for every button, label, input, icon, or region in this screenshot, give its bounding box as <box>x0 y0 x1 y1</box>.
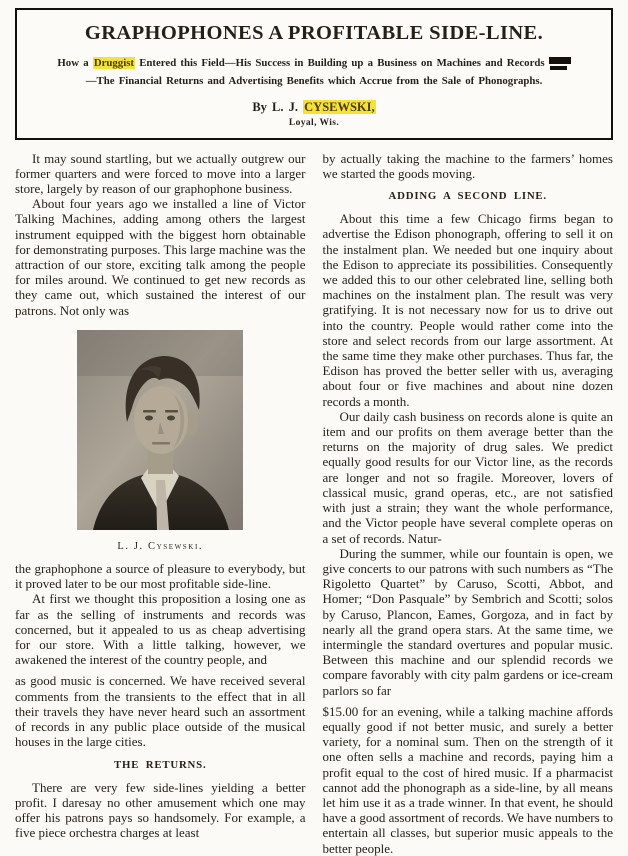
article-header <box>15 8 613 140</box>
paragraph: $15.00 for an evening, while a talking machine affords equally good if not better music, and surely a better variety, for a nominal sum. Then on the strength of it one often sells a machine and records, paying him a profit equal to the cost of hired music. If a pharmacist cannot add the phonograph as a side-line, by all means let him use it as a trade winner. In that event, he should have a good assortment of records. We have numbers to entertain all classes, but superior music appeals to the better people. <box>322 703 613 856</box>
deck-text: How a <box>57 57 93 69</box>
paragraph: At first we thought this proposition a losing one as far as the selling of instruments and records was concerned, but it appealed to us as cheap advertising for our store. With a little talking, however, we awakened the interest of the country people, and <box>15 591 306 668</box>
paragraph: Our daily cash business on records alone is quite an item and our profits on them average better than the returns on the majority of drug sales. We predict equally good results for our Victor line, as the records are longer and not so fragile. Moreover, lovers of classical music, grand operas, etc., are not satisfied with just a strain; they want the whole performance, and the Victor people have several complete operas on a set of records. Natur- <box>322 408 613 546</box>
deck-text: Entered this Field—His Success in Building up a Business on Machines and Records <box>135 57 545 69</box>
section-heading-second-line: ADDING A SECOND LINE. <box>388 190 547 203</box>
article-body <box>15 151 613 856</box>
byline-text: By L. J. <box>252 99 304 114</box>
byline-location: Loyal, Wis. <box>288 117 340 128</box>
paragraph: the graphophone a source of pleasure to everybody, but it proved later to be our most profitable side-line. <box>15 561 306 592</box>
left-column <box>15 151 306 856</box>
deck-line-2: —The Financial Returns and Advertising Benefits which Accrue from the Sale of Phonographs. <box>85 74 543 87</box>
right-column <box>323 151 614 856</box>
section-heading-returns: THE RETURNS. <box>114 758 207 771</box>
article-title: GRAPHOPHONES A PROFITABLE SIDE-LINE. <box>84 22 544 44</box>
search-highlight-druggist: Druggist <box>93 57 135 69</box>
paragraph: It may sound startling, but we actually outgrew our former quarters and were forced to move into a larger store, largely by reason of our graphophone business. <box>15 150 306 197</box>
paragraph: About four years ago we installed a line of Victor Talking Machines, adding among others the largest instrument equipped with the biggest horn obtainable for demonstrating purposes. This large machine was the attraction of our store, exciting talk among the people for miles around. We continued to get new records as they came out, which sustained the interest of our patrons. Not only was <box>15 196 306 318</box>
paragraph: About this time a few Chicago firms began to advertise the Edison phonograph, offering to sell it on the instalment plan. We needed but one inquiry about the Edison to appreciate its possibilities. Consequently we added this to our other celebrated line, selling both machines on the instalment plan. The result was very gratifying. It is not necessary now for us to drive out into the country. People would rather come into the store and select records from our large assortment. At the same time they make other purchases. Thus far, the Edison has proved the better seller with us, averaging about four or five machines and about nine dozen records a month. <box>322 211 613 409</box>
deck-line-1 <box>57 57 570 69</box>
paragraph: by actually taking the machine to the farmers’ homes we started the goods moving. <box>322 150 613 181</box>
byline <box>27 100 601 115</box>
article-deck <box>27 55 601 91</box>
double-bar-icon <box>549 57 571 70</box>
portrait-photo <box>77 330 243 530</box>
photo-caption: L. J. Cysewski. <box>117 540 204 552</box>
paragraph: as good music is concerned. We have received several comments from the transients to the effect that in all their travels they have never heard such an assortment of records in any public place outside of the musical houses in the large cities. <box>15 673 306 750</box>
paragraph: There are very few side-lines yielding a better profit. I daresay no other amusement which one may offer his patrons pays so handsomely. For example, a five piece orchestra charges at least <box>15 779 306 841</box>
paragraph: During the summer, while our fountain is open, we give concerts to our patrons with such numbers as “The Rigoletto Quartet” by Caruso, Scotti, Abbot, and Homer; “Don Pasquale” by Sembrich and Scotti; solos by Caruso, Plancon, Eames, Gorgoza, and in fact by nearly all the grand opera stars. At the same time, we intermingle the standard overtures and popular music. Between this machine and our splendid records we compare favorably with city palm gardens or ice-cream parlors so far <box>322 545 613 698</box>
portrait-figure <box>77 330 243 554</box>
search-highlight-cysewski: CYSEWSKI, <box>304 99 375 114</box>
